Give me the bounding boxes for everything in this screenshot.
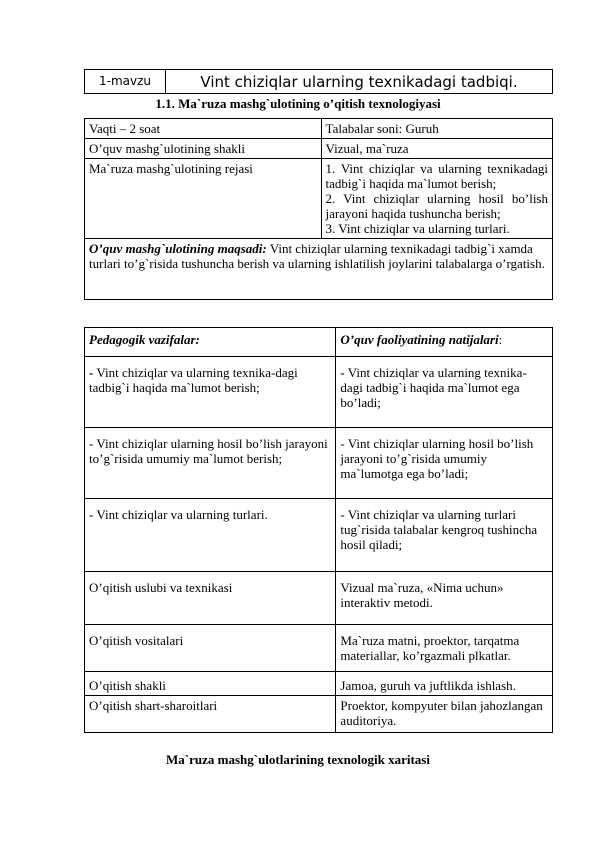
goal-text: Vint chiziqlar ularning texnikadagi tadbig`i xamda turlari to’g`risida tushuncha berish va ularning ishlatilish joylarini talabalarga o’rgatish. xyxy=(89,241,545,271)
result-cell: Vizual ma`ruza, «Nima uchun» interaktiv metodi. xyxy=(336,572,553,625)
result-cell: Ma`ruza matni, proektor, tarqatma materiallar, ko’rgazmali plkatlar. xyxy=(336,625,553,672)
details-table xyxy=(84,327,553,733)
topic-number: 1-mavzu xyxy=(85,70,166,93)
table-row xyxy=(85,239,553,300)
table-row xyxy=(85,139,553,159)
info-table xyxy=(84,118,553,300)
task-cell: - Vint chiziqlar va ularning turlari. xyxy=(85,499,336,572)
header-left: Pedagogik vazifalar: xyxy=(85,328,336,357)
plan-list xyxy=(321,159,552,239)
plan-item: 3. Vint chiziqlar va ularning turlari. xyxy=(325,221,510,236)
table-row xyxy=(85,625,553,672)
table-row xyxy=(85,119,553,139)
time-cell: Vaqti – 2 soat xyxy=(85,119,322,139)
task-cell: - Vint chiziqlar ularning hosil bo’lish jarayoni to’g`risida umumiy ma`lumot berish; xyxy=(85,428,336,499)
header-right: O’quv faoliyatining natijalari: xyxy=(336,328,553,357)
table-row xyxy=(85,499,553,572)
form-value: Vizual, ma`ruza xyxy=(321,139,552,159)
result-cell: Jamoa, guruh va juftlikda ishlash. xyxy=(336,672,553,696)
result-cell: - Vint chiziqlar va ularning turlari tug`risida talabalar kengroq tushincha hosil qiladi; xyxy=(336,499,553,572)
goal-cell xyxy=(85,239,553,300)
table-row xyxy=(85,696,553,733)
task-cell: O’qitish vositalari xyxy=(85,625,336,672)
section-subtitle: 1.1. Ma`ruza mashg`ulotining o’qitish texnologiyasi xyxy=(155,96,441,111)
table-row xyxy=(85,159,553,239)
result-cell: - Vint chiziqlar va ularning texnika-dagi tadbig`i haqida ma`lumot ega bo’ladi; xyxy=(336,357,553,428)
topic-header xyxy=(84,69,553,94)
plan-item: 1. Vint chiziqlar va ularning texnikadagi tadbig`i haqida ma`lumot berish; xyxy=(325,161,548,191)
plan-item: 2. Vint chiziqlar ularning hosil bo’lish jarayoni haqida tushuncha berish; xyxy=(325,191,548,221)
result-cell: - Vint chiziqlar ularning hosil bo’lish jarayoni to’g`risida umumiy ma`lumotga ega bo’ladi; xyxy=(336,428,553,499)
table-row xyxy=(85,672,553,696)
task-cell: - Vint chiziqlar va ularning texnika-dagi tadbig`i haqida ma`lumot berish; xyxy=(85,357,336,428)
table-row xyxy=(85,428,553,499)
task-cell: O’qitish shart-sharoitlari xyxy=(85,696,336,733)
table-row xyxy=(85,357,553,428)
goal-label: O’quv mashg`ulotining maqsadi: xyxy=(89,241,267,256)
form-label: O’quv mashg`ulotining shakli xyxy=(85,139,322,159)
students-cell: Talabalar soni: Guruh xyxy=(321,119,552,139)
table-row xyxy=(85,328,553,357)
topic-title: Vint chiziqlar ularning texnikadagi tadbiqi. xyxy=(200,73,518,91)
table-row xyxy=(85,572,553,625)
task-cell: O’qitish uslubi va texnikasi xyxy=(85,572,336,625)
footer-title: Ma`ruza mashg`ulotlarining texnologik xaritasi xyxy=(166,752,430,767)
result-cell: Proektor, kompyuter bilan jahozlangan auditoriya. xyxy=(336,696,553,733)
task-cell: O’qitish shakli xyxy=(85,672,336,696)
plan-label: Ma`ruza mashg`ulotining rejasi xyxy=(85,159,322,239)
